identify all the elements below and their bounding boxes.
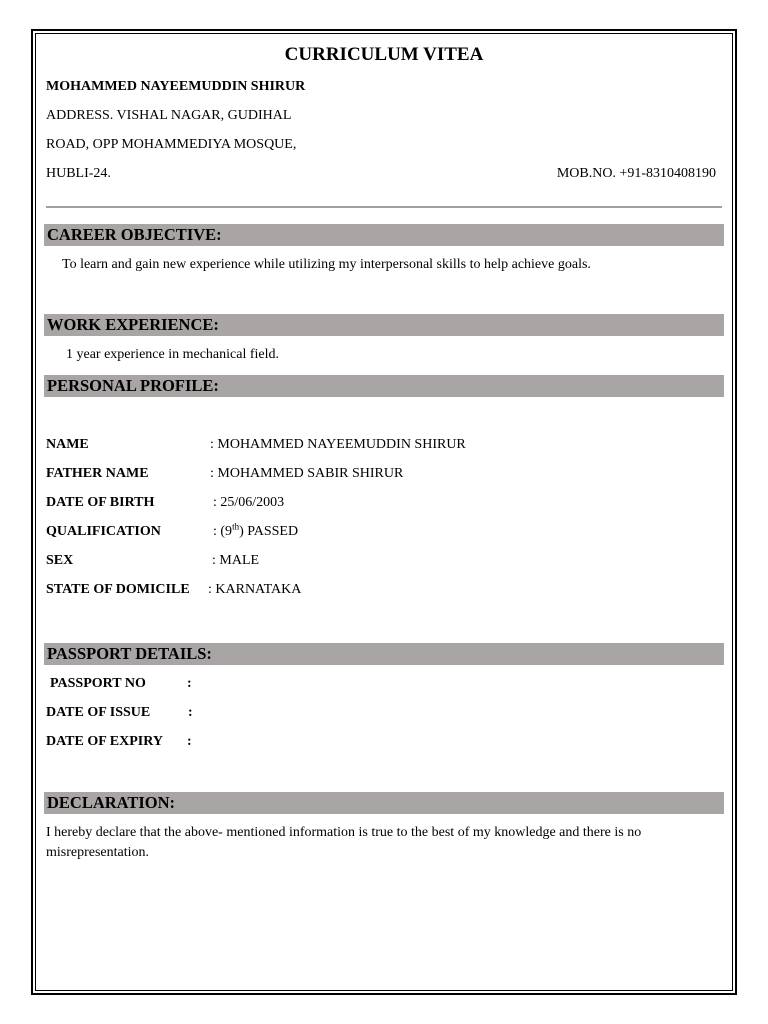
address-line-3: HUBLI-24. [46, 166, 111, 181]
profile-value: : MOHAMMED SABIR SHIRUR [210, 466, 404, 481]
header-divider [46, 206, 722, 208]
applicant-name: MOHAMMED NAYEEMUDDIN SHIRUR [46, 79, 306, 94]
section-career-objective: CAREER OBJECTIVE: [44, 224, 724, 246]
profile-value: : 25/06/2003 [213, 495, 285, 510]
declaration-text: I hereby declare that the above- mentioned information is true to the best of my knowledge and there is no misrepresentation. [46, 825, 642, 860]
profile-value: : MOHAMMED NAYEEMUDDIN SHIRUR [210, 437, 466, 452]
passport-label: DATE OF EXPIRY [46, 734, 163, 749]
profile-label: NAME [46, 437, 89, 452]
career-objective-text: To learn and gain new experience while utilizing my interpersonal skills to help achieve goals. [62, 257, 591, 272]
mobile-number: MOB.NO. +91-8310408190 [556, 166, 716, 181]
profile-value: : KARNATAKA [208, 582, 302, 597]
profile-label: STATE OF DOMICILE [46, 582, 190, 597]
passport-label: DATE OF ISSUE [46, 705, 151, 720]
passport-separator: : [187, 734, 192, 749]
profile-label: DATE OF BIRTH [46, 495, 155, 510]
profile-label: QUALIFICATION [46, 524, 161, 539]
address-line-1: ADDRESS. VISHAL NAGAR, GUDIHAL [46, 108, 292, 123]
work-experience-text: 1 year experience in mechanical field. [66, 347, 279, 362]
profile-label: FATHER NAME [46, 466, 149, 481]
section-work-experience: WORK EXPERIENCE: [44, 314, 724, 336]
profile-value: : (9th) PASSED [213, 521, 299, 539]
profile-value: : MALE [212, 553, 260, 568]
section-passport-details: PASSPORT DETAILS: [44, 643, 724, 665]
address-line-2: ROAD, OPP MOHAMMEDIYA MOSQUE, [46, 137, 297, 152]
document-title: CURRICULUM VITEA [284, 44, 484, 65]
section-personal-profile: PERSONAL PROFILE: [44, 375, 724, 397]
profile-label: SEX [46, 553, 74, 568]
passport-label: PASSPORT NO [50, 676, 146, 691]
section-declaration: DECLARATION: [44, 792, 724, 814]
passport-separator: : [188, 705, 193, 720]
passport-separator: : [187, 676, 192, 691]
